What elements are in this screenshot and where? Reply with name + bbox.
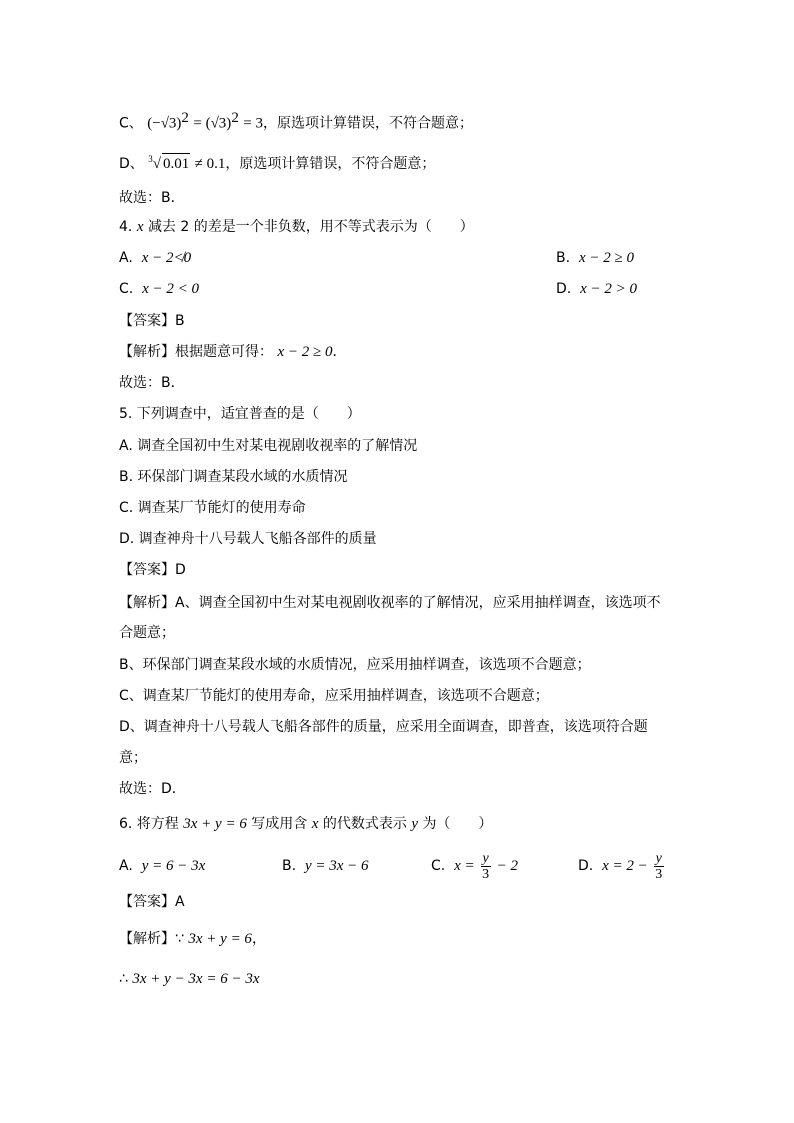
- q6-c-fraction: [480, 851, 491, 882]
- q6-c-lhs: x =: [454, 858, 475, 874]
- q6-d-fraction: [653, 851, 664, 882]
- q6-option-a: [119, 856, 205, 876]
- d-root-index: 3: [148, 154, 153, 164]
- q4-a-expression: x − 2≮0: [141, 250, 192, 266]
- q5-option-c: C. 调查某厂节能灯的使用寿命: [119, 500, 306, 516]
- q6-a-label: A.: [119, 858, 133, 874]
- q5-option-a: A. 调查全国初中生对某电视剧收视率的了解情况: [119, 438, 418, 454]
- q5-answer: 【答案】D: [119, 562, 186, 578]
- q4-analysis-expression: x − 2 ≥ 0: [277, 344, 333, 360]
- q6-answer: 【答案】A: [119, 894, 185, 910]
- because-symbol: ∵: [175, 931, 184, 947]
- q5-analysis-3: B、环保部门调查某段水域的水质情况，应采用抽样调查，该选项不合题意；: [119, 657, 591, 673]
- q6-c-numerator: y: [482, 850, 489, 866]
- therefore-symbol: ∴: [119, 971, 128, 987]
- q6-mid: 写成用含: [251, 816, 308, 832]
- q6-c-label: C.: [431, 858, 446, 874]
- q6-c-denominator: 3: [482, 866, 490, 882]
- q6-a-expression: y = 6 − 3x: [141, 858, 206, 874]
- q5-choose: 故选：D．: [119, 781, 186, 797]
- q4-option-d: [556, 279, 637, 299]
- q4-answer: 【答案】B: [119, 313, 185, 329]
- choose-prev: 故选：B．: [119, 190, 185, 206]
- c-expression-b: = (√3): [193, 115, 232, 132]
- q4-analysis: [119, 342, 346, 362]
- c-expression-c: = 3: [243, 115, 263, 132]
- q4-analysis-text: 根据题意可得：: [175, 344, 273, 360]
- q6-analysis-2: [119, 969, 260, 989]
- q4-option-c: [119, 279, 199, 299]
- q6-y: y: [411, 816, 418, 832]
- q6-d-numerator: y: [655, 850, 662, 866]
- q4-choose: 故选：B．: [119, 375, 185, 391]
- q6-d-denominator: 3: [655, 866, 663, 882]
- q6-option-c: [431, 848, 518, 884]
- q6-b-expression: y = 3x − 6: [304, 858, 369, 874]
- q6-analysis-expression-1: 3x + y = 6: [188, 931, 252, 947]
- c-expression-a: (−√3): [147, 115, 182, 132]
- q4-d-label: D.: [556, 281, 572, 297]
- q4-d-expression: x − 2 > 0: [580, 281, 638, 297]
- q6-pre: 6. 将方程: [119, 816, 179, 832]
- q4-c-label: C.: [119, 281, 134, 297]
- c-text: ，原选项计算错误，不符合题意；: [262, 115, 473, 132]
- q5-analysis-4: C、调查某厂节能灯的使用寿命，应采用抽样调查，该选项不合题意；: [119, 688, 549, 704]
- q6-x: x: [311, 816, 319, 832]
- question-4-title: [119, 217, 474, 237]
- q4-option-b: [556, 248, 634, 268]
- option-c-prefix: C、: [119, 115, 143, 132]
- q5-option-b: B. 环保部门调查某段水域的水质情况: [119, 469, 348, 485]
- q4-analysis-end: ．: [332, 344, 347, 360]
- q4-c-expression: x − 2 < 0: [142, 281, 200, 297]
- q6-equation: 3x + y = 6: [183, 816, 247, 832]
- q6-analysis-expression-2: 3x + y − 3x = 6 − 3x: [132, 971, 260, 987]
- question-6-title: [119, 814, 492, 834]
- q6-mid2: 的代数式表示: [322, 816, 407, 832]
- option-d-prefix: D、: [119, 156, 144, 172]
- d-expression: ≠ 0.1: [194, 156, 226, 172]
- option-c-explanation: C、 $(-√3)^2 = (√3)^2 = 3$，原选项计算错误，不符合题意；: [119, 110, 473, 132]
- q4-text: 减去 2 的差是一个非负数，用不等式表示为（ ）: [147, 219, 474, 235]
- option-d-explanation: D、 $^3$√ 0.01 ≠ 0.1，原选项计算错误，不符合题意；: [119, 154, 436, 172]
- q4-analysis-label: 【解析】: [119, 344, 175, 360]
- q5-analysis-1: 【解析】A、调查全国初中生对某电视剧收视率的了解情况，应采用抽样调查，该选项不: [119, 595, 661, 611]
- q4-b-expression: x − 2 ≥ 0: [578, 250, 634, 266]
- q6-analysis-label: 【解析】: [119, 931, 175, 947]
- q4-option-a: [119, 248, 191, 268]
- q6-b-label: B.: [282, 858, 297, 874]
- q6-option-b: [282, 856, 369, 876]
- q5-option-d: D. 调查神舟十八号载人飞船各部件的质量: [119, 531, 377, 547]
- q6-analysis-end-1: ，: [251, 931, 266, 947]
- q6-d-lhs: x = 2 −: [602, 858, 648, 874]
- question-5-title: 5. 下列调查中，适宜普查的是（ ）: [119, 406, 361, 422]
- q4-a-label: A.: [119, 250, 133, 266]
- q5-analysis-5: D、调查神舟十八号载人飞船各部件的质量，应采用全面调查，即普查，该选项符合题: [119, 719, 648, 735]
- q6-c-rhs: − 2: [496, 858, 518, 874]
- q4-b-label: B.: [556, 250, 571, 266]
- q6-end: 为（ ）: [422, 816, 493, 832]
- q6-option-d: [578, 848, 665, 884]
- q6-d-label: D.: [578, 858, 594, 874]
- q5-analysis-6: 意；: [119, 750, 147, 766]
- q5-analysis-2: 合题意；: [119, 625, 175, 641]
- q6-analysis-1: [119, 929, 266, 949]
- q4-number: 4.: [119, 219, 133, 235]
- d-radicand: 0.01: [162, 153, 190, 174]
- q4-variable: x: [136, 219, 144, 235]
- d-text: ，原选项计算错误，不符合题意；: [225, 156, 436, 172]
